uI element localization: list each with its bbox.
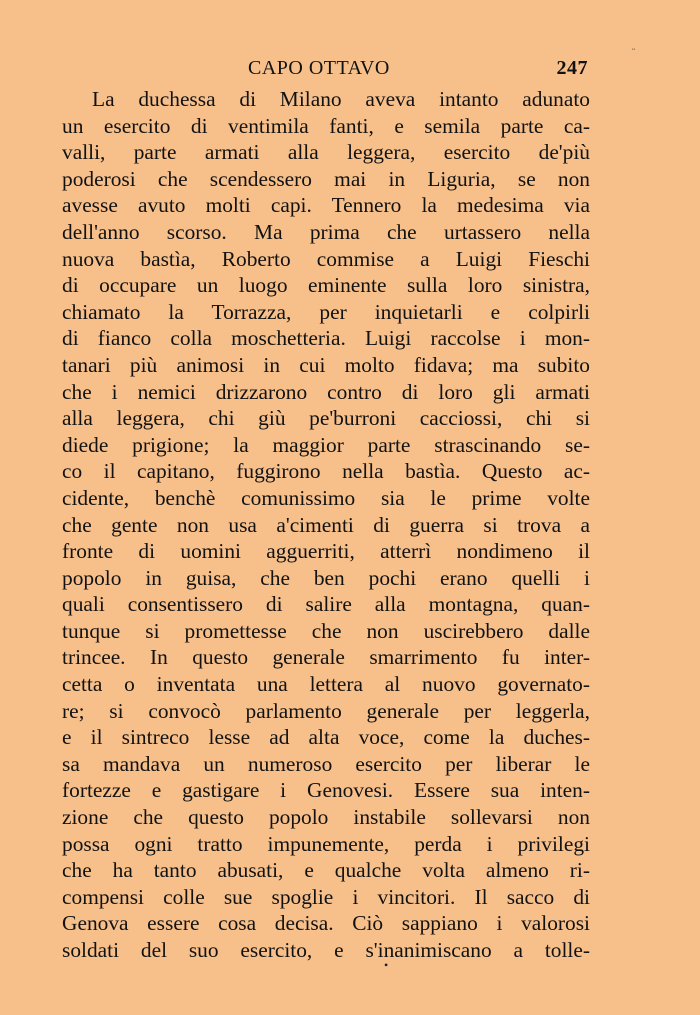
text-line: Genova essere cosa decisa. Ciò sappiano i valorosi bbox=[62, 911, 590, 936]
text-line: compensi colle sue spoglie i vincitori. Il sacco di bbox=[62, 884, 590, 909]
text-line: popolo in guisa, che ben pochi erano quelli i bbox=[62, 565, 590, 590]
text-line: valli, parte armati alla leggera, esercito de'più bbox=[62, 140, 590, 165]
text-line: zione che questo popolo instabile sollevarsi non bbox=[62, 805, 590, 830]
text-line: che gente non usa a'cimenti di guerra si trova a bbox=[62, 512, 590, 537]
running-title: CAPO OTTAVO bbox=[248, 57, 390, 79]
ink-dot: • bbox=[384, 958, 389, 972]
text-line: quali consentissero di salire alla montagna, quan- bbox=[62, 592, 590, 617]
page-number: 247 bbox=[556, 57, 588, 79]
text-line: dell'anno scorso. Ma prima che urtassero nella bbox=[62, 219, 590, 244]
body-text bbox=[62, 86, 590, 964]
text-line: nuova bastìa, Roberto commise a Luigi Fieschi bbox=[62, 246, 590, 271]
text-line: di fianco colla moschetteria. Luigi raccolse i mon- bbox=[62, 326, 590, 351]
text-line: re; si convocò parlamento generale per leggerla, bbox=[62, 698, 590, 723]
text-line: trincee. In questo generale smarrimento fu inter- bbox=[62, 645, 590, 670]
text-line: fronte di uomini agguerriti, atterrì nondimeno il bbox=[62, 539, 590, 564]
text-line: cetta o inventata una lettera al nuovo governato- bbox=[62, 672, 590, 697]
text-line: avesse avuto molti capi. Tennero la medesima via bbox=[62, 193, 590, 218]
text-line: che ha tanto abusati, e qualche volta almeno ri- bbox=[62, 858, 590, 883]
text-line: sa mandava un numeroso esercito per liberar le bbox=[62, 751, 590, 776]
text-line: un esercito di ventimila fanti, e semila parte ca- bbox=[62, 113, 590, 138]
text-line: chiamato la Torrazza, per inquietarli e colpirli bbox=[62, 299, 590, 324]
text-line: poderosi che scendessero mai in Liguria, se non bbox=[62, 166, 590, 191]
text-line: cidente, benchè comunissimo sia le prime volte bbox=[62, 485, 590, 510]
text-line: soldati del suo esercito, e s'inanimiscano a tolle- bbox=[62, 938, 590, 962]
text-line: e il sintreco lesse ad alta voce, come la duches- bbox=[62, 725, 590, 750]
margin-mark: ᵕ bbox=[632, 44, 636, 56]
text-line: tunque si promettesse che non uscirebbero dalle bbox=[62, 618, 590, 643]
text-line: che i nemici drizzarono contro di loro gli armati bbox=[62, 379, 590, 404]
text-line: possa ogni tratto impunemente, perda i privilegi bbox=[62, 831, 590, 856]
text-line: co il capitano, fuggirono nella bastìa. Questo ac- bbox=[62, 459, 590, 484]
text-line: diede prigione; la maggior parte strascinando se- bbox=[62, 432, 590, 457]
text-line: tanari più animosi in cui molto fidava; ma subito bbox=[62, 352, 590, 377]
text-line: di occupare un luogo eminente sulla loro sinistra, bbox=[62, 273, 590, 298]
text-line: fortezze e gastigare i Genovesi. Essere sua inten- bbox=[62, 778, 590, 803]
text-line: alla leggera, chi giù pe'burroni cacciossi, chi si bbox=[62, 406, 590, 431]
page-header bbox=[60, 57, 588, 83]
text-line: La duchessa di Milano aveva intanto adunato bbox=[92, 87, 590, 111]
